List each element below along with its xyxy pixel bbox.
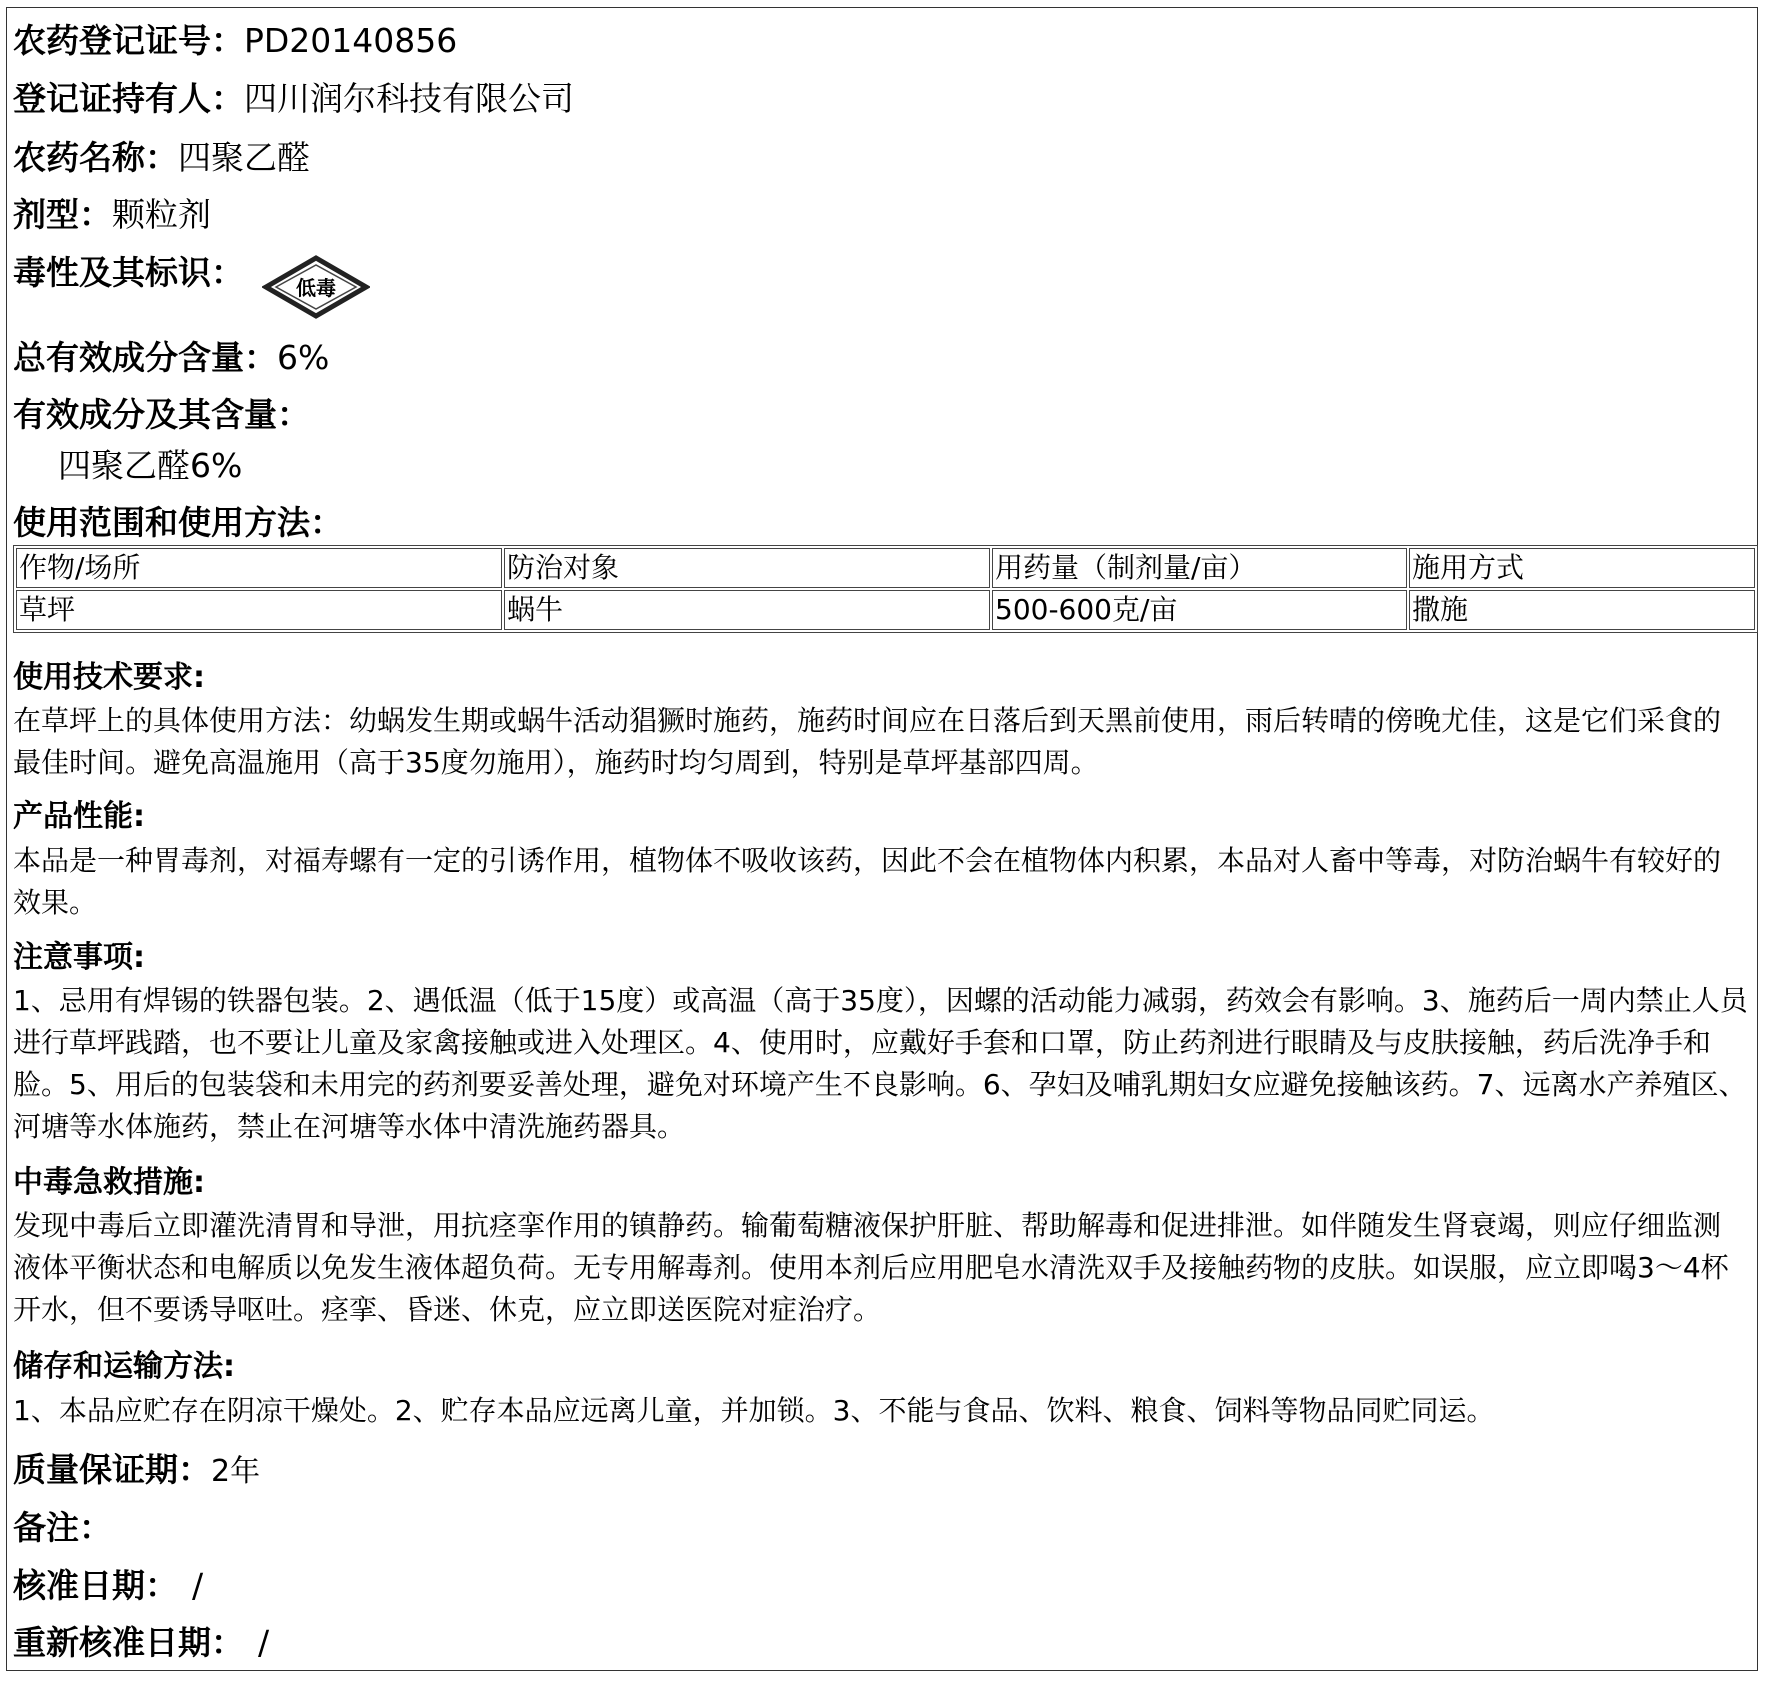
approval-date-label: 核准日期： — [13, 1566, 178, 1605]
ingredients-heading — [13, 395, 310, 434]
usage-table — [13, 545, 1758, 633]
remarks-row — [13, 1508, 112, 1547]
table-header-cell: 防治对象 — [504, 548, 990, 588]
tech-text: 在草坪上的具体使用方法：幼蜗发生期或蜗牛活动猖獗时施药，施药时间应在日落后到天黑前使用，雨后转晴的傍晚尤佳，这是它们采食的最佳时间。避免高温施用（高于35度勿施用），施药时均匀周到，特别是草坪基部四周。 — [13, 704, 1722, 779]
shelf-life-value: 2年 — [211, 1454, 261, 1489]
notes-label: 注意事项: — [13, 940, 145, 975]
reg-no-label: 农药登记证号： — [13, 21, 244, 60]
reg-no-value: PD20140856 — [244, 21, 458, 60]
name-row — [13, 138, 310, 177]
firstaid-text: 发现中毒后立即灌洗清胃和导泄，用抗痉挛作用的镇静药。输葡萄糖液保护肝脏、帮助解毒和促进排泄。如伴随发生肾衰竭，则应仔细监测液体平衡状态和电解质以免发生液体超负荷。无专用解毒剂。使用本剂后应用肥皂水清洗双手及接触药物的皮肤。如误服，应立即喝3～4杯开水，但不要诱导呕吐。痉挛、昏迷、休克，应立即送医院对症治疗。 — [13, 1209, 1729, 1326]
total-content-row — [13, 338, 330, 377]
approval-date-value: / — [192, 1566, 204, 1605]
reapproval-date-row — [13, 1623, 270, 1662]
usage-label: 使用范围和使用方法： — [13, 503, 343, 542]
firstaid-label: 中毒急救措施: — [13, 1165, 205, 1200]
holder-row — [13, 79, 574, 118]
table-cell: 蜗牛 — [504, 590, 990, 630]
toxicity-symbol-text: 低毒 — [296, 276, 336, 300]
performance-label: 产品性能: — [13, 799, 145, 834]
performance-text: 本品是一种胃毒剂，对福寿螺有一定的引诱作用，植物体不吸收该药，因此不会在植物体内积累，本品对人畜中等毒，对防治蜗牛有较好的效果。 — [13, 844, 1722, 919]
approval-date-row — [13, 1566, 204, 1605]
ingredients-label: 有效成分及其含量： — [13, 395, 310, 434]
table-header-cell: 施用方式 — [1409, 548, 1755, 588]
formulation-value: 颗粒剂 — [112, 195, 211, 234]
formulation-row — [13, 195, 211, 234]
table-cell: 草坪 — [16, 590, 502, 630]
toxicity-label: 毒性及其标识： — [13, 253, 244, 292]
name-value: 四聚乙醛 — [178, 138, 310, 177]
remarks-label: 备注： — [13, 1508, 112, 1547]
notes-text: 1、忌用有焊锡的铁器包装。2、遇低温（低于15度）或高温（高于35度），因螺的活动能力减弱，药效会有影响。3、施药后一周内禁止人员进行草坪践踏，也不要让儿童及家禽接触或进入处理区。4、使用时，应戴好手套和口罩，防止药剂进行眼睛及与皮肤接触，药后洗净手和脸。5、用后的包装袋和未用完的药剂要妥善处理，避免对环境产生不良影响。6、孕妇及哺乳期妇女应避免接触该药。7、远离水产养殖区、河塘等水体施药，禁止在河塘等水体中清洗施药器具。 — [13, 984, 1748, 1143]
table-cell: 撒施 — [1409, 590, 1755, 630]
table-cell: 500-600克/亩 — [992, 590, 1407, 630]
table-header-cell: 作物/场所 — [16, 548, 502, 588]
table-header-row — [16, 548, 1755, 588]
holder-value: 四川润尔科技有限公司 — [244, 79, 574, 118]
holder-label: 登记证持有人： — [13, 79, 244, 118]
reapproval-date-value: / — [258, 1623, 270, 1662]
reapproval-date-label: 重新核准日期： — [13, 1623, 244, 1662]
total-content-label: 总有效成分含量： — [13, 338, 277, 377]
shelf-life-row — [13, 1450, 261, 1489]
usage-heading — [13, 503, 343, 542]
low-toxicity-icon — [262, 255, 370, 319]
toxicity-row — [13, 253, 244, 292]
name-label: 农药名称： — [13, 138, 178, 177]
storage-label: 储存和运输方法: — [13, 1349, 235, 1384]
ingredients-value: 四聚乙醛6% — [58, 446, 243, 485]
tech-label: 使用技术要求: — [13, 660, 205, 695]
storage-text: 1、本品应贮存在阴凉干燥处。2、贮存本品应远离儿童，并加锁。3、不能与食品、饮料、粮食、饲料等物品同贮同运。 — [13, 1394, 1495, 1427]
table-row — [16, 590, 1755, 630]
total-content-value: 6% — [277, 338, 330, 377]
reg-no-row — [13, 21, 458, 60]
formulation-label: 剂型： — [13, 195, 112, 234]
table-header-cell: 用药量（制剂量/亩） — [992, 548, 1407, 588]
shelf-life-label: 质量保证期： — [13, 1450, 211, 1489]
